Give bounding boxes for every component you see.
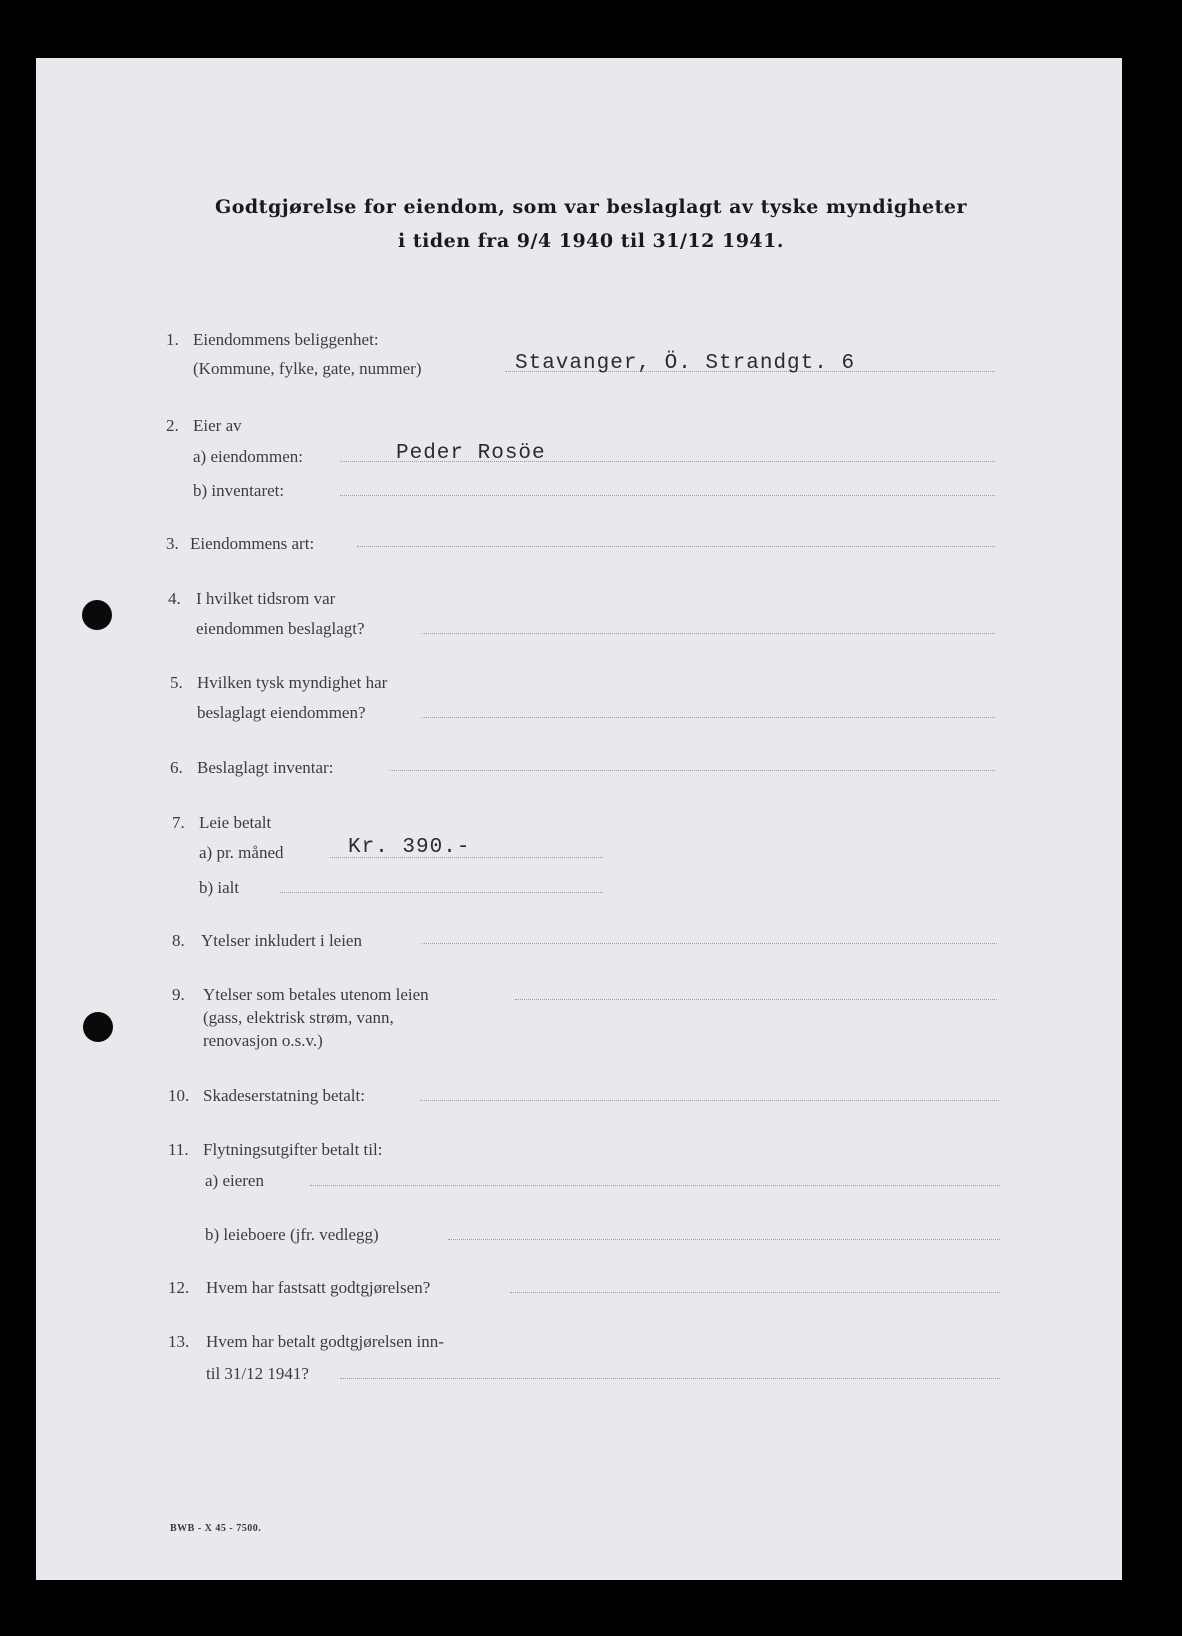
item-4-sublabel: eiendommen beslaglagt? [196, 619, 365, 638]
item-11a-label: a) eieren [205, 1171, 264, 1190]
item-11a-field-line [310, 1185, 1000, 1186]
item-9-number: 9. [172, 985, 185, 1004]
item-7a-value: Kr. 390.- [348, 836, 471, 859]
item-9-field-line [515, 999, 997, 1000]
item-11-number: 11. [168, 1140, 189, 1159]
item-11b-field-line [448, 1239, 1000, 1240]
item-11b-label: b) leieboere (jfr. vedlegg) [205, 1225, 379, 1244]
item-1-label: Eiendommens beliggenhet: [193, 330, 379, 349]
punch-hole-top [82, 600, 112, 630]
item-3-field-line [357, 546, 995, 547]
punch-hole-bottom [83, 1012, 113, 1042]
item-3-label: Eiendommens art: [190, 534, 315, 553]
item-13-label: Hvem har betalt godtgjørelsen inn- [206, 1332, 444, 1351]
item-8-label: Ytelser inkludert i leien [201, 931, 362, 950]
item-6-field-line [390, 770, 995, 771]
item-10-number: 10. [168, 1086, 190, 1105]
item-7a-label: a) pr. måned [199, 843, 284, 862]
item-6-number: 6. [170, 758, 183, 777]
item-5-label: Hvilken tysk myndighet har [197, 673, 388, 692]
item-13-sublabel: til 31/12 1941? [206, 1364, 309, 1383]
item-9-sublabel-1: (gass, elektrisk strøm, vann, [203, 1008, 394, 1027]
item-7b-field-line [280, 892, 603, 893]
item-13-number: 13. [168, 1332, 190, 1351]
item-11-label: Flytningsutgifter betalt til: [203, 1140, 383, 1159]
item-8-number: 8. [172, 931, 185, 950]
print-code: BWB - X 45 - 7500. [170, 1523, 262, 1534]
item-12-number: 12. [168, 1278, 190, 1297]
item-2-label: Eier av [193, 416, 242, 435]
item-7-label: Leie betalt [199, 813, 272, 832]
item-5-number: 5. [170, 673, 183, 692]
item-4-label: I hvilket tidsrom var [196, 589, 336, 608]
item-4-number: 4. [168, 589, 181, 608]
item-12-field-line [510, 1292, 1000, 1293]
item-2b-field-line [340, 495, 995, 496]
item-6-label: Beslaglagt inventar: [197, 758, 334, 777]
item-13-field-line [340, 1378, 1000, 1379]
item-2-number: 2. [166, 416, 179, 435]
item-9-label: Ytelser som betales utenom leien [203, 985, 429, 1004]
form-title-line1: Godtgjørelse for eiendom, som var beslaglagt av tyske myndigheter [214, 196, 967, 218]
item-5-sublabel: beslaglagt eiendommen? [197, 703, 366, 722]
item-3-number: 3. [166, 534, 179, 553]
item-1-value: Stavanger, Ö. Strandgt. 6 [515, 352, 856, 375]
item-4-field-line [422, 633, 995, 634]
item-1-sublabel: (Kommune, fylke, gate, nummer) [193, 359, 422, 378]
item-10-label: Skadeserstatning betalt: [203, 1086, 365, 1105]
item-10-field-line [420, 1100, 999, 1101]
item-7b-label: b) ialt [199, 878, 240, 897]
item-9-sublabel-2: renovasjon o.s.v.) [203, 1031, 323, 1050]
item-1-number: 1. [166, 330, 179, 349]
item-2b-label: b) inventaret: [193, 481, 285, 500]
item-2a-label: a) eiendommen: [193, 447, 303, 466]
item-5-field-line [422, 717, 995, 718]
item-2a-value: Peder Rosöe [396, 442, 546, 465]
item-12-label: Hvem har fastsatt godtgjørelsen? [206, 1278, 431, 1297]
item-8-field-line [422, 943, 997, 944]
item-7-number: 7. [172, 813, 185, 832]
form-title-line2: i tiden fra 9/4 1940 til 31/12 1941. [398, 230, 784, 252]
